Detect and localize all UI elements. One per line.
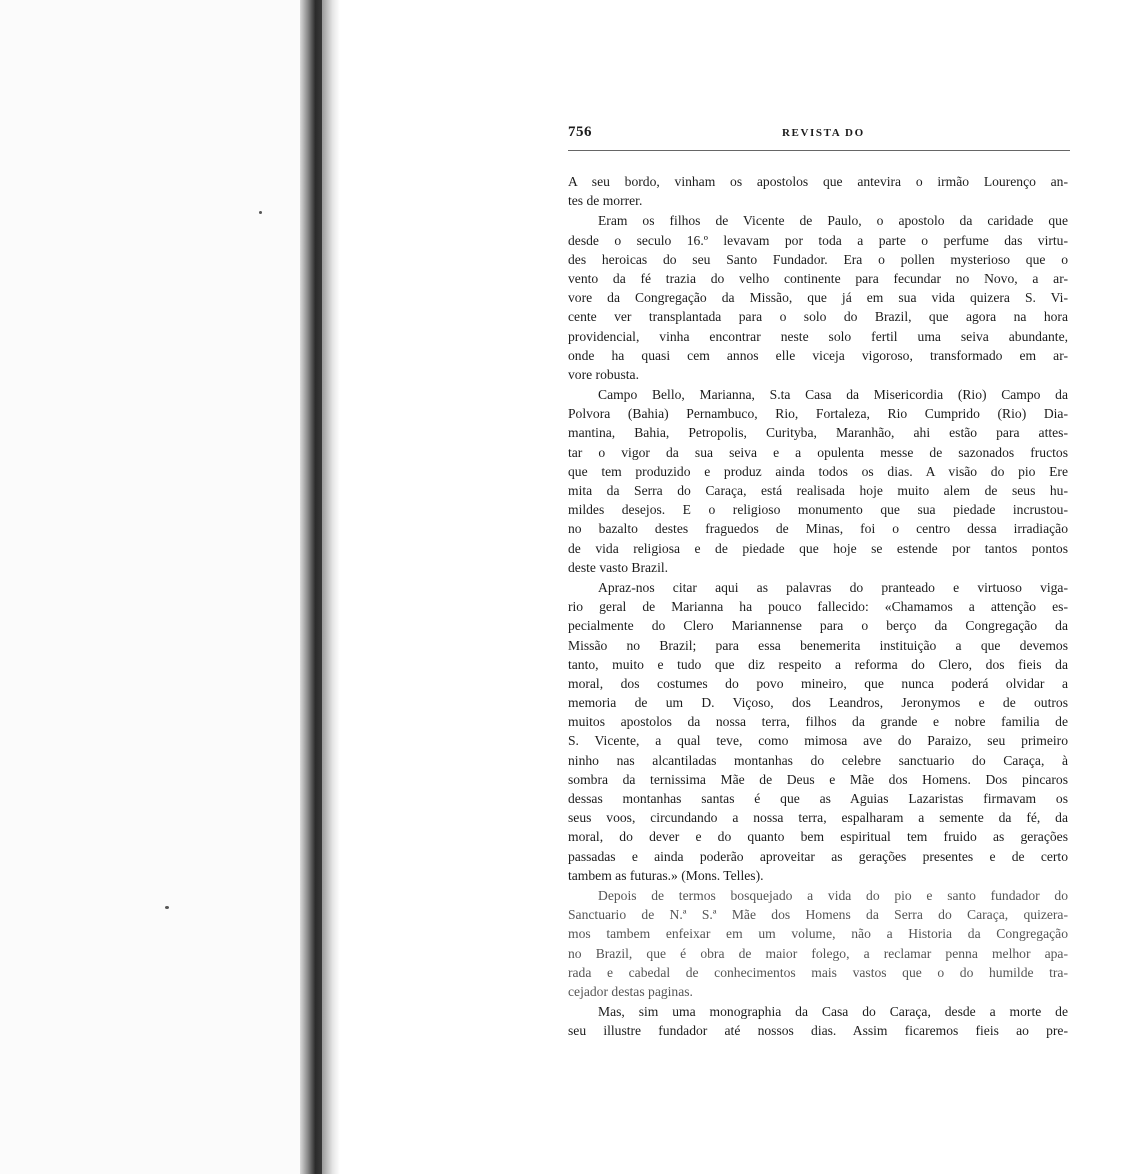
text-line: no Brazil, que é obra de maior folego, a reclamar penna melhor apa-: [568, 945, 1068, 961]
text-line: Mas, sim uma monographia da Casa do Caraça, desde a morte de: [598, 1004, 1068, 1020]
text-line: seus voos, circundando a nossa terra, espalharam a semente da fé, da: [568, 810, 1068, 826]
text-line: tes de morrer.: [568, 193, 643, 209]
text-line: mantina, Bahia, Petropolis, Curityba, Maranhão, ahi estão para attes-: [568, 425, 1068, 441]
page-number: 756: [568, 124, 592, 140]
text-line: no bazalto destes fraguedos de Minas, foi o centro dessa irradiação: [568, 521, 1068, 537]
text-line: Sanctuario de N.ª S.ª Mãe dos Homens da Serra do Caraça, quizera-: [568, 907, 1068, 923]
text-line: Campo Bello, Marianna, S.ta Casa da Misericordia (Rio) Campo da: [598, 387, 1068, 403]
text-line: tar o vigor da sua seiva e a opulenta messe de sazonados fructos: [568, 444, 1068, 460]
body-text: [568, 172, 1068, 1041]
text-line: onde ha quasi cem annos elle viceja vigoroso, transformado em ar-: [568, 347, 1068, 363]
text-line: des heroicas do seu Santo Fundador. Era o pollen mysterioso que o: [568, 251, 1068, 267]
paragraph: [568, 1002, 1068, 1040]
text-line: dessas montanhas santas é que as Aguias Lazaristas firmavam os: [568, 791, 1068, 806]
running-head: REVISTA DO: [782, 127, 865, 139]
paragraph: [568, 578, 1068, 885]
text-line: rio geral de Marianna ha pouco fallecido: «Chamamos a attenção es-: [568, 599, 1068, 615]
facing-blank-page: [0, 0, 300, 1174]
text-line: mita da Serra do Caraça, está realisada hoje muito alem de seus hu-: [568, 483, 1068, 498]
text-line: pecialmente do Clero Mariannense para o berço da Congregação da: [568, 618, 1068, 634]
text-line: Apraz-nos citar aqui as palavras do pranteado e virtuoso viga-: [598, 579, 1068, 595]
text-line: cente ver transplantada para o solo do Brazil, que agora na hora: [568, 309, 1068, 325]
paragraph: [568, 172, 1068, 210]
text-line: sombra da ternissima Mãe de Deus e Mãe dos Homens. Dos pincaros: [568, 771, 1068, 787]
text-line: mos tambem enfeixar em um volume, não a Historia da Congregação: [568, 926, 1068, 942]
text-line: memoria de um D. Viçoso, dos Leandros, Jeronymos e de outros: [568, 695, 1068, 711]
text-line: providencial, vinha encontrar neste solo fertil uma seiva abundante,: [568, 328, 1068, 344]
text-line: Polvora (Bahia) Pernambuco, Rio, Fortaleza, Rio Cumprido (Rio) Dia-: [568, 406, 1068, 422]
page-header: [568, 124, 1070, 148]
text-line: que tem produzido e produz ainda todos os dias. A visão do pio Ere: [568, 463, 1068, 479]
text-line: vore da Congregação da Missão, que já em sua vida quizera S. Vi-: [568, 290, 1068, 306]
text-line: vore robusta.: [568, 366, 639, 382]
text-line: rada e cabedal de conhecimentos mais vastos que o do humilde tra-: [568, 964, 1068, 980]
text-line: S. Vicente, a qual teve, como mimosa ave do Paraizo, seu primeiro: [568, 733, 1068, 749]
text-line: tambem as futuras.» (Mons. Telles).: [568, 867, 764, 883]
paragraph: [568, 385, 1068, 577]
text-line: Eram os filhos de Vicente de Paulo, o apostolo da caridade que: [598, 213, 1068, 229]
book-gutter-highlight: [322, 0, 340, 1174]
text-line: tanto, muito e tudo que diz respeito a reforma do Clero, dos fieis da: [568, 656, 1068, 672]
text-line: de vida religiosa e de piedade que hoje se estende por tantos pontos: [568, 540, 1068, 556]
text-line: mildes desejos. E o religioso monumento que sua piedade incrustou-: [568, 502, 1068, 518]
text-line: desde o seculo 16.º levavam por toda a parte o perfume das virtu-: [568, 232, 1068, 248]
text-line: moral, do dever e do quanto bem espiritual tem fruido as gerações: [568, 829, 1068, 845]
paragraph: [568, 886, 1068, 1001]
text-line: Depois de termos bosquejado a vida do pio e santo fundador do: [598, 887, 1068, 903]
text-line: muitos apostolos da nossa terra, filhos da grande e nobre familia de: [568, 714, 1068, 730]
book-gutter-shadow: [300, 0, 322, 1174]
text-line: vento da fé trazia do velho continente para fecundar no Novo, a ar-: [568, 270, 1068, 286]
text-line: Missão no Brazil; para essa benemerita instituição a que devemos: [568, 637, 1068, 653]
header-rule: [568, 150, 1070, 151]
scan-speck: [165, 906, 169, 909]
text-line: A seu bordo, vinham os apostolos que antevira o irmão Lourenço an-: [568, 174, 1068, 189]
scan-speck: [259, 211, 262, 214]
text-line: passadas e ainda poderão aproveitar as gerações presentes e de certo: [568, 848, 1068, 864]
text-line: moral, dos costumes do povo mineiro, que nunca poderá olvidar a: [568, 675, 1068, 691]
text-line: deste vasto Brazil.: [568, 559, 669, 575]
text-line: cejador destas paginas.: [568, 983, 693, 999]
paragraph: [568, 211, 1068, 384]
text-line: seu illustre fundador até nossos dias. Assim ficaremos fieis ao pre-: [568, 1023, 1068, 1039]
text-line: ninho nas alcantiladas montanhas do celebre sanctuario do Caraça, à: [568, 752, 1068, 768]
